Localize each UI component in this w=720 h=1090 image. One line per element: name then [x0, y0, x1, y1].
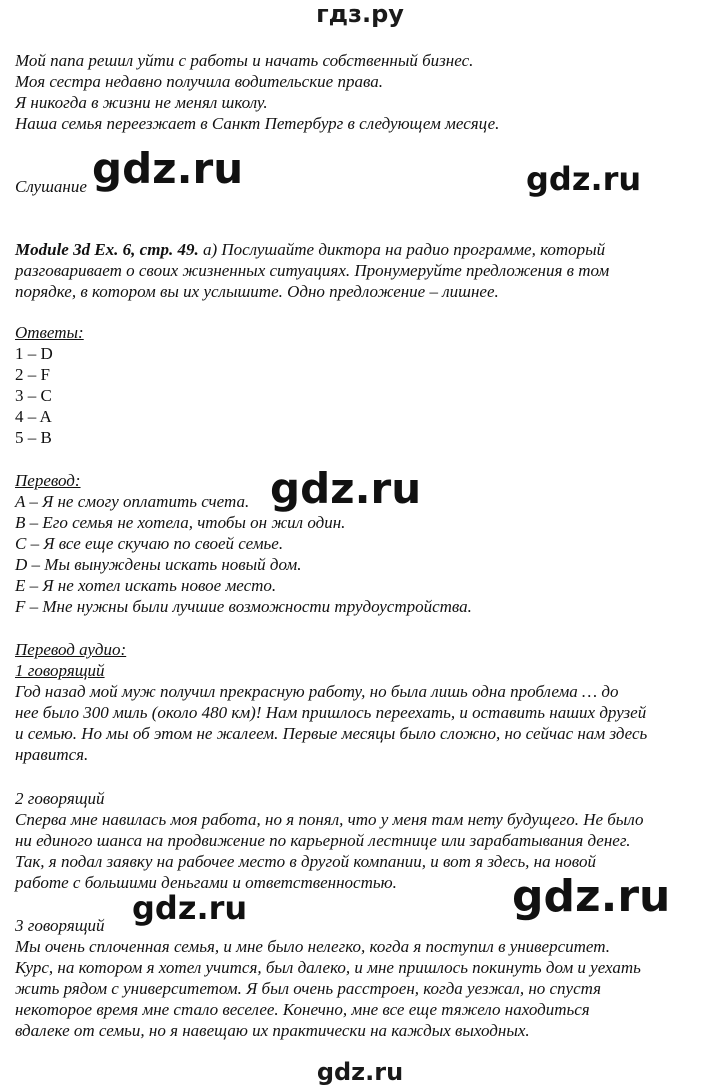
speaker-1-text: и семью. Но мы об этом не жалеем. Первые месяцы было сложно, но сейчас нам здесь — [15, 724, 648, 743]
watermark-logo-footer: gdz.ru — [316, 1058, 404, 1086]
answer-item: 3 – C — [15, 386, 52, 405]
speaker-1-text: Год назад мой муж получил прекрасную работу, но была лишь одна проблема … до — [15, 682, 619, 701]
speaker-3-text: Курс, на котором я хотел учится, был далеко, и мне пришлось покинуть дом и уехать — [15, 958, 641, 977]
speaker-3-text: Мы очень сплоченная семья, и мне было нелегко, когда я поступил в университет. — [15, 937, 610, 956]
watermark-logo: gdz.ru — [526, 160, 642, 198]
answer-item: 5 – B — [15, 428, 52, 447]
speaker-3-text: некоторое время мне стало веселее. Конечно, мне все еще тяжело находиться — [15, 1000, 590, 1019]
task-text-1: а) Послушайте диктора на радио программе, который — [198, 240, 606, 259]
answer-item: 1 – D — [15, 344, 53, 363]
watermark-logo: gdz.ru — [270, 464, 422, 513]
answer-item: 2 – F — [15, 365, 50, 384]
speaker-2-text: работе с большими деньгами и ответственностью. — [15, 873, 397, 892]
speaker-label-3: 3 говорящий — [15, 916, 105, 935]
translation-item: A – Я не смогу оплатить счета. — [15, 492, 250, 511]
translation-item: B – Его семья не хотела, чтобы он жил один. — [15, 513, 346, 532]
sentence-2: Моя сестра недавно получила водительские права. — [15, 72, 383, 91]
translation-item: F – Мне нужны были лучшие возможности трудоустройства. — [15, 597, 472, 616]
translation-heading: Перевод: — [15, 471, 81, 490]
task-line-3: порядке, в котором вы их услышите. Одно предложение – лишнее. — [15, 282, 499, 301]
speaker-3-text: жить рядом с университетом. Я был очень расстроен, когда уезжал, но спустя — [15, 979, 602, 998]
speaker-1-text: нравится. — [15, 745, 89, 764]
speaker-2-text: Сперва мне навилась моя работа, но я понял, что у меня там нету будущего. Не было — [15, 810, 644, 829]
sentence-4: Наша семья переезжает в Санкт Петербург в следующем месяце. — [15, 114, 500, 133]
translation-item: C – Я все еще скучаю по своей семье. — [15, 534, 284, 553]
task-line-2: разговаривает о своих жизненных ситуациях. Пронумеруйте предложения в том — [15, 261, 610, 280]
watermark-logo: gdz.ru — [92, 144, 244, 193]
speaker-label-2: 2 говорящий — [15, 789, 105, 808]
site-header-label: гдз.ру — [316, 0, 404, 28]
speaker-2-text: ни единого шанса на продвижение по карьерной лестнице или зарабатывания денег. — [15, 831, 631, 850]
section-title: Слушание — [15, 177, 87, 196]
answers-heading: Ответы: — [15, 323, 84, 342]
task-reference: Module 3d Ex. 6, стр. 49. — [15, 240, 199, 259]
translation-item: D – Мы вынуждены искать новый дом. — [15, 555, 302, 574]
answer-item: 4 – A — [15, 407, 52, 426]
task-line-1 — [15, 239, 605, 260]
speaker-3-text: вдалеке от семьи, но я навещаю их практически на каждых выходных. — [15, 1021, 530, 1040]
watermark-logo: gdz.ru — [512, 871, 671, 922]
sentence-1: Мой папа решил уйти с работы и начать собственный бизнес. — [15, 51, 474, 70]
speaker-label-1: 1 говорящий — [15, 661, 105, 680]
speaker-2-text: Так, я подал заявку на рабочее место в другой компании, и вот я здесь, на новой — [15, 852, 596, 871]
translation-item: E – Я не хотел искать новое место. — [15, 576, 277, 595]
watermark-logo: gdz.ru — [132, 889, 248, 927]
speaker-1-text: нее было 300 миль (около 480 км)! Нам пришлось переехать, и оставить наших друзей — [15, 703, 647, 722]
sentence-3: Я никогда в жизни не менял школу. — [15, 93, 268, 112]
audio-heading: Перевод аудио: — [15, 640, 127, 659]
